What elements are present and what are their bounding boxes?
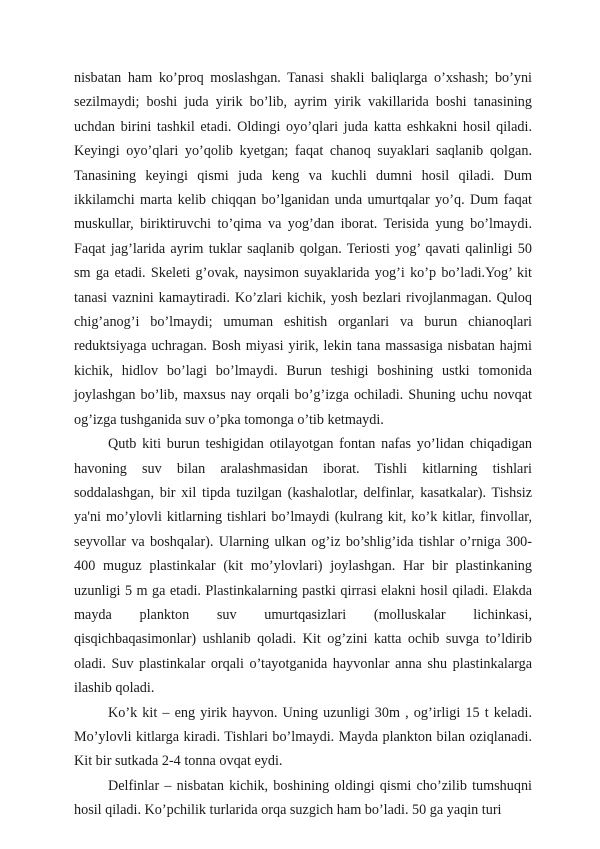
- paragraph-delfinlar: Delfinlar – nisbatan kichik, boshining oldingi qismi cho’zilib tumshuqni hosil qiladi. Ko’pchilik turlarida orqa suzgich ham bo’ladi. 50 ga yaqin turi: [74, 777, 532, 819]
- paragraph-kok-kit: Ko’k kit – eng yirik hayvon. Uning uzunligi 30m , og’irligi 15 t keladi. Mo’ylovli kitlarga kiradi. Tishlari bo’lmaydi. Mayda plankton bilan oziqlanadi. Kit bir sutkada 2-4 tonna ovqat eydi.: [74, 704, 532, 770]
- paragraph-qutb-kiti: Qutb kiti burun teshigidan otilayotgan fontan nafas yo’lidan chiqadigan havoning suv bilan aralashmasidan iborat. Tishli kitlarning tishlari soddalashgan, bir xil tipda tuzilgan (kashalotlar, delfinlar, kasatkalar). Tishsiz ya'ni mo’ylovli kitlarning tishlari bo’lmaydi (kulrang kit, ko’k kitlar, finvollar, seyvollar va boshqalar). Ularning ulkan og’iz bo’shlig’ida tishlar o’rniga 300-400 muguz plastinkalar (kit mo’ylovlari) joylashgan. Har bir plastinkaning uzunligi 5 m ga etadi. Plastinkalarning pastki qirrasi elakni hosil qiladi. Elakda mayda plankton suv umurtqasizlari (molluskalar lichinkasi, qisqichbaqasimonlar) ushlanib qoladi. Kit og’zini katta ochib suvga to’ldirib oladi. Suv plastinkalar orqali o’tayotganida hayvonlar anna shu plastinkalarga ilashib qoladi.: [74, 436, 532, 697]
- document-page: [74, 66, 532, 823]
- paragraph-continuation: nisbatan ham ko’proq moslashgan. Tanasi shakli baliqlarga o’xshash; bo’yni sezilmaydi; boshi juda yirik bo’lib, ayrim yirik vakillarida boshi tanasining uchdan birini tashkil etadi. Oldingi oyo’qlari juda katta eshkakni hosil qiladi. Keyingi oyo’qlari yo’qolib kyetgan; faqat chanoq suyaklari saqlanib qolgan. Tanasining keyingi qismi juda keng va kuchli dumni hosil qiladi. Dum ikkilamchi marta kelib chiqqan bo’lganidan unda umurtqalar yo’q. Dum faqat muskullar, biriktiruvchi to’qima va yog’dan iborat. Terisida yung bo’lmaydi. Faqat jag’larida ayrim tuklar saqlanib qolgan. Teriosti yog’ qavati qalinligi 50 sm ga etadi. Skeleti g’ovak, naysimon suyaklarida yog’i ko’p bo’ladi.Yog’ kit tanasi vaznini kamaytiradi. Ko’zlari kichik, yosh bezlari rivojlanmagan. Quloq chig’anog’i bo’lmaydi; umuman eshitish organlari va burun chianoqlari reduktsiyaga uchragan. Bosh miyasi yirik, lekin tana massasiga nisbatan hajmi kichik, hidlov bo’lagi bo’lmaydi. Burun teshigi boshining ustki tomonida joylashgan bo’lib, maxsus nay orqali bo’g’izga ochiladi. Shuning uchu novqat og’izga tushganida suv o’pka tomonga o’tib ketmaydi.: [74, 70, 532, 428]
